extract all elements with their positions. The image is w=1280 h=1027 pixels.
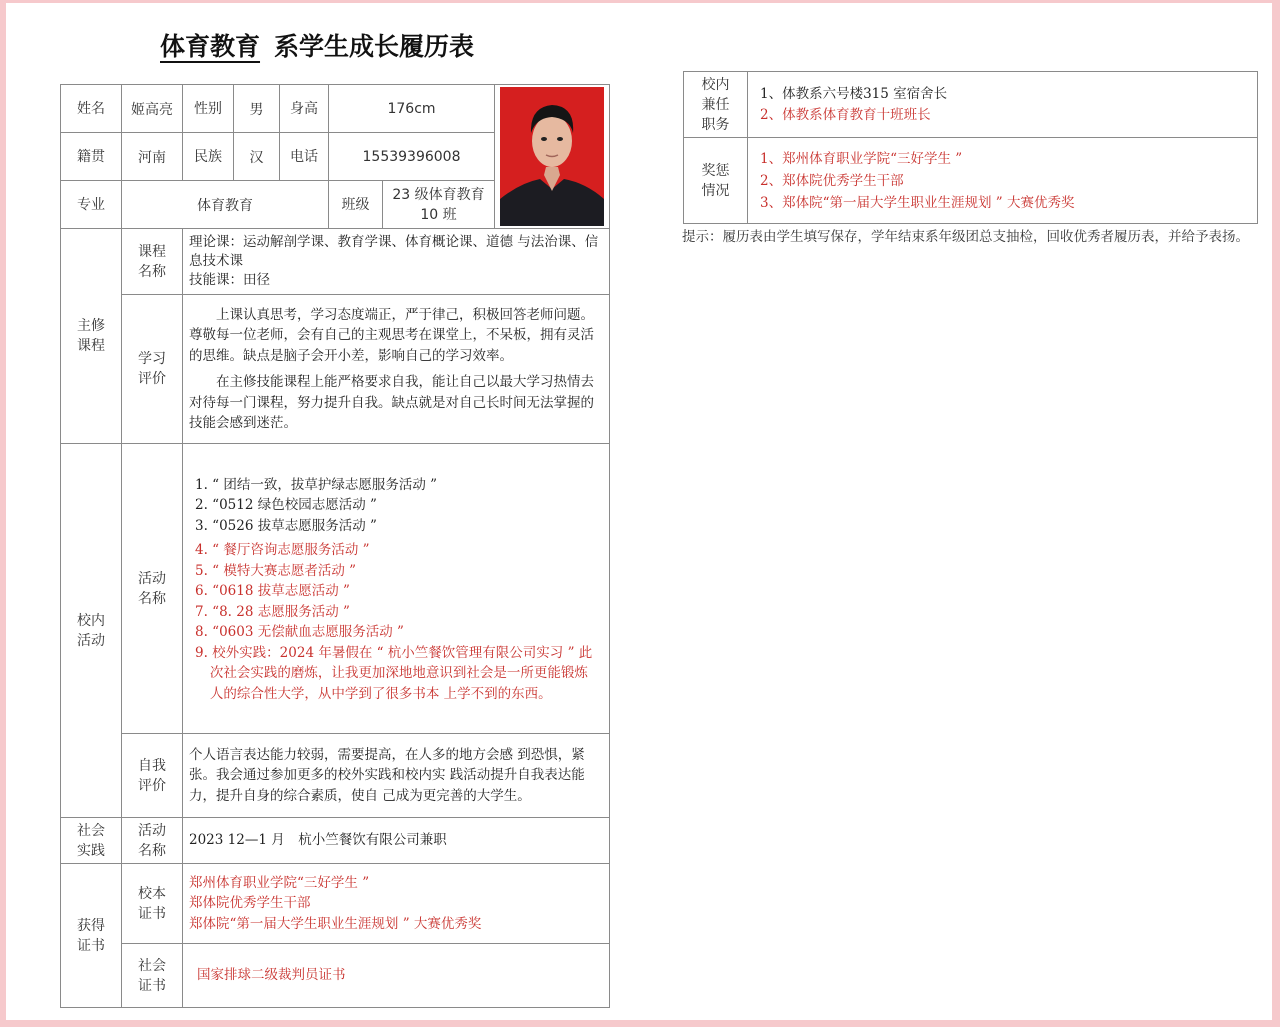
student-gender: 男 xyxy=(234,85,280,133)
course-list xyxy=(183,229,610,295)
award-item: 3、郑体院“第一届大学生职业生涯规划 ” 大赛优秀奖 xyxy=(760,194,1075,211)
tip-note: 提示：履历表由学生填写保存，学年结束系年级团总支抽检，回收优秀者履历表，并给予表扬。 xyxy=(682,229,1249,245)
label-activity-name-text: 活动名称 xyxy=(138,570,166,607)
label-campus-post xyxy=(684,72,748,138)
resume-table xyxy=(60,84,610,1008)
post-items xyxy=(760,84,1251,125)
label-social-practice xyxy=(61,818,122,864)
student-ethnicity: 汉 xyxy=(234,133,280,181)
award-item: 1、郑州体育职业学院“三好学生 ” xyxy=(760,150,963,167)
student-phone: 15539396008 xyxy=(329,133,495,181)
student-height: 176cm xyxy=(329,85,495,133)
student-photo xyxy=(500,87,604,226)
label-school-cert-text: 校本证书 xyxy=(138,885,166,922)
school-cert-item: 郑州体育职业学院“三好学生 ” xyxy=(189,874,370,891)
activity-item: 3. “0526 拔草志愿服务活动 ” xyxy=(195,517,377,534)
label-native-place: 籍贯 xyxy=(61,133,122,181)
label-awards xyxy=(684,138,748,224)
post-item: 1、体教系六号楼315 室宿舍长 xyxy=(760,86,948,102)
label-social-cert-text: 社会证书 xyxy=(138,957,166,994)
label-campus-activity-text: 校内活动 xyxy=(77,612,105,649)
label-sp-activity-name-text: 活动名称 xyxy=(138,822,166,859)
title-major: 体育教育 xyxy=(160,32,261,61)
label-name: 姓名 xyxy=(61,85,122,133)
social-certs: 国家排球二级裁判员证书 xyxy=(183,944,610,1008)
label-campus-activity xyxy=(61,444,122,818)
social-practice: 2023 12—1 月 杭小竺餐饮有限公司兼职 xyxy=(183,818,610,864)
label-campus-post-text: 校内兼任职务 xyxy=(701,76,730,133)
study-eval xyxy=(183,295,610,444)
activity-item: 2. “0512 绿色校园志愿活动 ” xyxy=(195,497,377,514)
label-school-cert xyxy=(122,864,183,944)
campus-posts xyxy=(748,72,1258,138)
school-cert-item: 郑体院优秀学生干部 xyxy=(189,895,311,912)
self-eval: 个人语言表达能力较弱，需要提高，在人多的地方会感 到恐惧，紧张。我会通过参加更多的校外实践和校内实 践活动提升自我表达能力，提升自身的综合素质，使自 己成为更完善的大学生。 xyxy=(183,734,610,818)
activity-item: 5. “ 模特大赛志愿者活动 ” xyxy=(195,562,357,579)
label-awards-text: 奖惩情况 xyxy=(701,162,730,199)
label-study-eval xyxy=(122,295,183,444)
label-phone: 电话 xyxy=(280,133,329,181)
label-certificates-text: 获得证书 xyxy=(77,917,105,954)
study-eval-p1: 上课认真思考，学习态度端正，严于律己，积极回答老师问题。尊敬每一位老师，会有自己的主观思考在课堂上，不呆板，拥有灵活的思维。缺点是脑子会开小差，影响自己的学习效率。 xyxy=(189,306,594,364)
school-certs xyxy=(183,864,610,944)
course-skill: 技能课：田径 xyxy=(189,272,270,288)
class-line2: 10 班 xyxy=(420,206,457,223)
label-certificates xyxy=(61,864,122,1008)
label-gender: 性别 xyxy=(183,85,234,133)
label-main-courses-text: 主修课程 xyxy=(77,318,105,354)
label-height: 身高 xyxy=(280,85,329,133)
label-social-practice-text: 社会实践 xyxy=(77,822,105,859)
awards-list xyxy=(748,138,1258,224)
title-suffix: 系学生成长履历表 xyxy=(274,32,475,61)
student-class xyxy=(383,181,495,229)
label-study-eval-text: 学习评价 xyxy=(138,351,166,387)
page-title xyxy=(146,27,474,63)
award-item: 2、郑体院优秀学生干部 xyxy=(760,172,904,189)
activity-item: 9. 校外实践：2024 年暑假在 “ 杭小竺餐饮管理有限公司实习 ” 此次社会实践的磨炼，让我更加深地地意识到社会是一所更能锻炼人的综合性大学，从中学到了很多书本 上学不到的东西。 xyxy=(195,644,593,702)
side-table xyxy=(683,71,1258,224)
student-name: 姬高亮 xyxy=(122,85,183,133)
study-eval-p2: 在主修技能课程上能严格要求自我，能让自己以最大学习热情去对待每一门课程，努力提升自我。缺点就是对自己长时间无法掌握的技能会感到迷茫。 xyxy=(189,374,594,431)
student-photo-image xyxy=(500,87,604,226)
activity-items xyxy=(195,475,601,705)
label-major: 专业 xyxy=(61,181,122,229)
activity-item: 8. “0603 无偿献血志愿服务活动 ” xyxy=(195,624,404,641)
course-theory: 理论课：运动解剖学课、教育学课、体育概论课、道德 与法治课、信息技术课 xyxy=(189,234,599,269)
activity-item: 4. “ 餐厅咨询志愿服务活动 ” xyxy=(195,542,370,559)
label-self-eval-text: 自我评价 xyxy=(138,757,166,794)
activity-list xyxy=(183,444,610,734)
school-cert-item: 郑体院“第一届大学生职业生涯规划 ” 大赛优秀奖 xyxy=(189,915,482,932)
label-class: 班级 xyxy=(329,181,383,229)
label-main-courses xyxy=(61,229,122,444)
label-course-name-text: 课程名称 xyxy=(138,243,166,280)
label-activity-name xyxy=(122,444,183,734)
post-item: 2、体教系体育教育十班班长 xyxy=(760,106,931,123)
label-course-name xyxy=(122,229,183,295)
label-sp-activity-name xyxy=(122,818,183,864)
activity-item: 7. “8. 28 志愿服务活动 ” xyxy=(195,603,350,620)
photo-cell xyxy=(495,85,610,229)
student-major: 体育教育 xyxy=(122,181,329,229)
activity-item: 1. “ 团结一致，拔草护绿志愿服务活动 ” xyxy=(195,476,438,493)
student-native-place: 河南 xyxy=(122,133,183,181)
class-line1: 23 级体育教育 xyxy=(392,186,485,203)
resume-page xyxy=(6,3,1272,1020)
label-social-cert xyxy=(122,944,183,1008)
label-self-eval xyxy=(122,734,183,818)
activity-item: 6. “0618 拔草志愿活动 ” xyxy=(195,583,350,600)
label-ethnicity: 民族 xyxy=(183,133,234,181)
